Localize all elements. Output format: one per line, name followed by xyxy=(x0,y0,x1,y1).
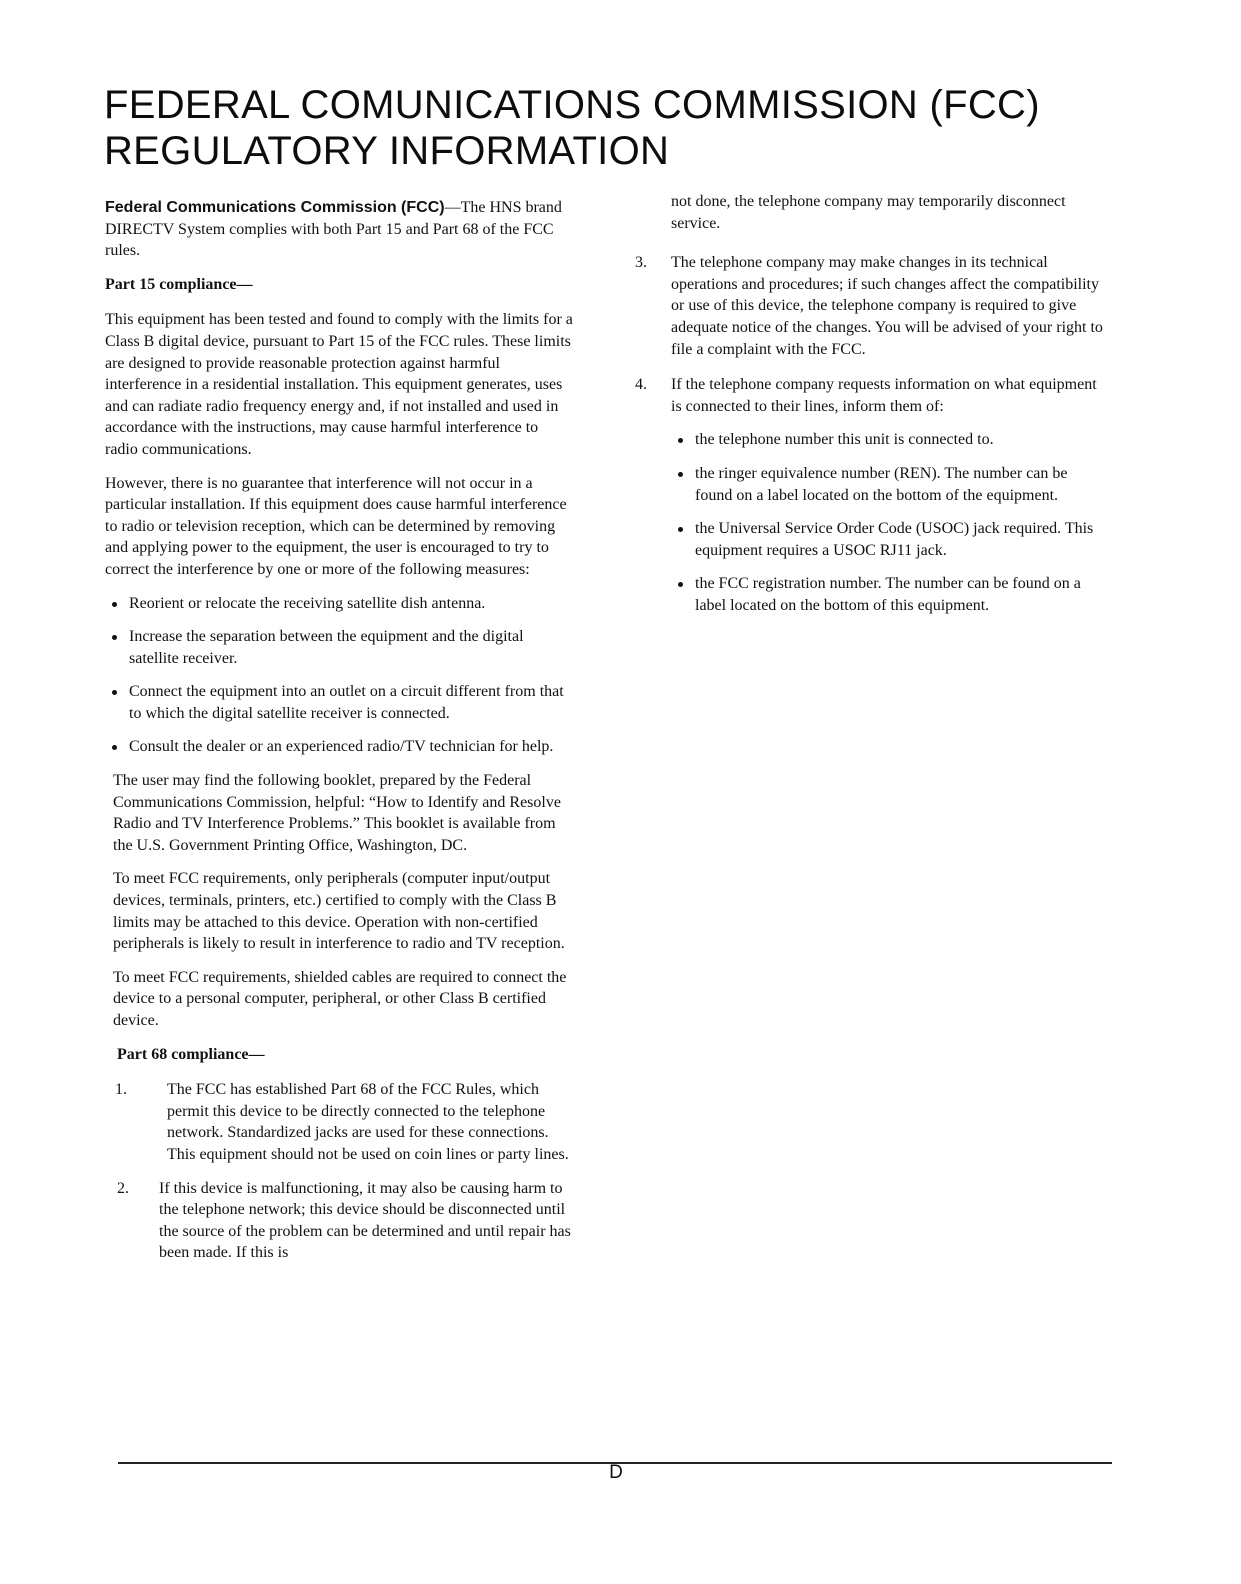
page-title xyxy=(104,82,1204,174)
interference-measures-list xyxy=(105,593,575,759)
part15-paragraph: This equipment has been tested and found to comply with the limits for a Class B digital device, pursuant to Part 15 of the FCC rules. These limits are designed to provide reasonable protection against harmful interference in a residential installation. This equipment generates, uses and can radiate radio frequency energy and, if not installed and used in accordance with the instructions, may cause harmful interference to radio communications. xyxy=(105,311,573,458)
list-item xyxy=(635,252,1105,360)
list-item: Reorient or relocate the receiving satellite dish antenna. xyxy=(105,593,575,615)
shielded-cables-paragraph: To meet FCC requirements, shielded cables are required to connect the device to a personal computer, peripheral, or other Class B certified device. xyxy=(113,968,567,1029)
item-text: The telephone company may make changes in its technical operations and procedures; if such changes affect the compatibility or use of this device, the telephone company is required to give adequate notice of the changes. You will be advised of your right to file a complaint with the FCC. xyxy=(671,254,1103,358)
intro-lead: Federal Communications Commission (FCC) xyxy=(105,199,445,216)
item2-continued: not done, the telephone company may temporarily disconnect service. xyxy=(671,193,1066,232)
title-line-1: FEDERAL COMUNICATIONS COMMISSION (FCC) xyxy=(104,83,1040,127)
page-number: D xyxy=(609,1462,623,1483)
item-number: 2. xyxy=(117,1179,129,1197)
list-item: the ringer equivalence number (REN). The number can be found on a label located on the bottom of the equipment. xyxy=(671,463,1105,506)
list-item xyxy=(117,1178,575,1264)
list-item: the telephone number this unit is connected to. xyxy=(671,429,1105,451)
list-item: Increase the separation between the equipment and the digital satellite receiver. xyxy=(105,626,575,669)
item-text: If the telephone company requests information on what equipment is connected to their lines, inform them of: xyxy=(671,376,1097,415)
peripherals-paragraph: To meet FCC requirements, only peripherals (computer input/output devices, terminals, printers, etc.) certified to comply with the Class B limits may be attached to this device. Operation with non-certified peripherals is likely to result in interference to radio and TV reception. xyxy=(113,870,565,953)
item-number: 1. xyxy=(115,1081,127,1099)
intro-text: —The HNS brand DIRECTV System complies with both Part 15 and Part 68 of the FCC rules. xyxy=(105,199,562,260)
list-item: the Universal Service Order Code (USOC) jack required. This equipment requires a USOC RJ11 jack. xyxy=(671,518,1105,561)
left-column xyxy=(105,197,575,1276)
booklet-paragraph: The user may find the following booklet, prepared by the Federal Communications Commission, helpful: “How to Identify and Resolve Radio and TV Interference Problems.” This booklet is available from the U.S. Government Printing Office, Washington, DC. xyxy=(113,772,561,854)
part68-list xyxy=(105,1079,575,1264)
item-number: 3. xyxy=(635,254,647,272)
item-number: 4. xyxy=(635,376,647,394)
list-item: Connect the equipment into an outlet on a circuit different from that to which the digital satellite receiver is connected. xyxy=(105,681,575,724)
list-item: the FCC registration number. The number can be found on a label located on the bottom of this equipment. xyxy=(671,573,1105,616)
right-column xyxy=(635,191,1105,631)
list-item: Consult the dealer or an experienced radio/TV technician for help. xyxy=(105,736,575,758)
list-item xyxy=(115,1079,575,1165)
intro-paragraph xyxy=(105,197,575,262)
title-line-2: REGULATORY INFORMATION xyxy=(104,129,670,173)
part15-paragraph: However, there is no guarantee that interference will not occur in a particular installation. If this equipment does cause harmful interference to radio or television reception, which can be determined by removing and applying power to the equipment, the user is encouraged to try to correct the interference by one or more of the following measures: xyxy=(105,474,567,578)
inform-list xyxy=(671,429,1105,616)
item-text: If this device is malfunctioning, it may also be causing harm to the telephone network; this device should be disconnected until the source of the problem can be determined and until repair has been made. If this is xyxy=(159,1179,571,1262)
part15-heading: Part 15 compliance— xyxy=(105,275,253,293)
part68-heading: Part 68 compliance— xyxy=(117,1045,265,1063)
item-text: The FCC has established Part 68 of the FCC Rules, which permit this device to be directly connected to the telephone network. Standardized jacks are used for these connections. This equipment should not be used on coin lines or party lines. xyxy=(167,1081,569,1163)
list-item xyxy=(635,374,1105,616)
